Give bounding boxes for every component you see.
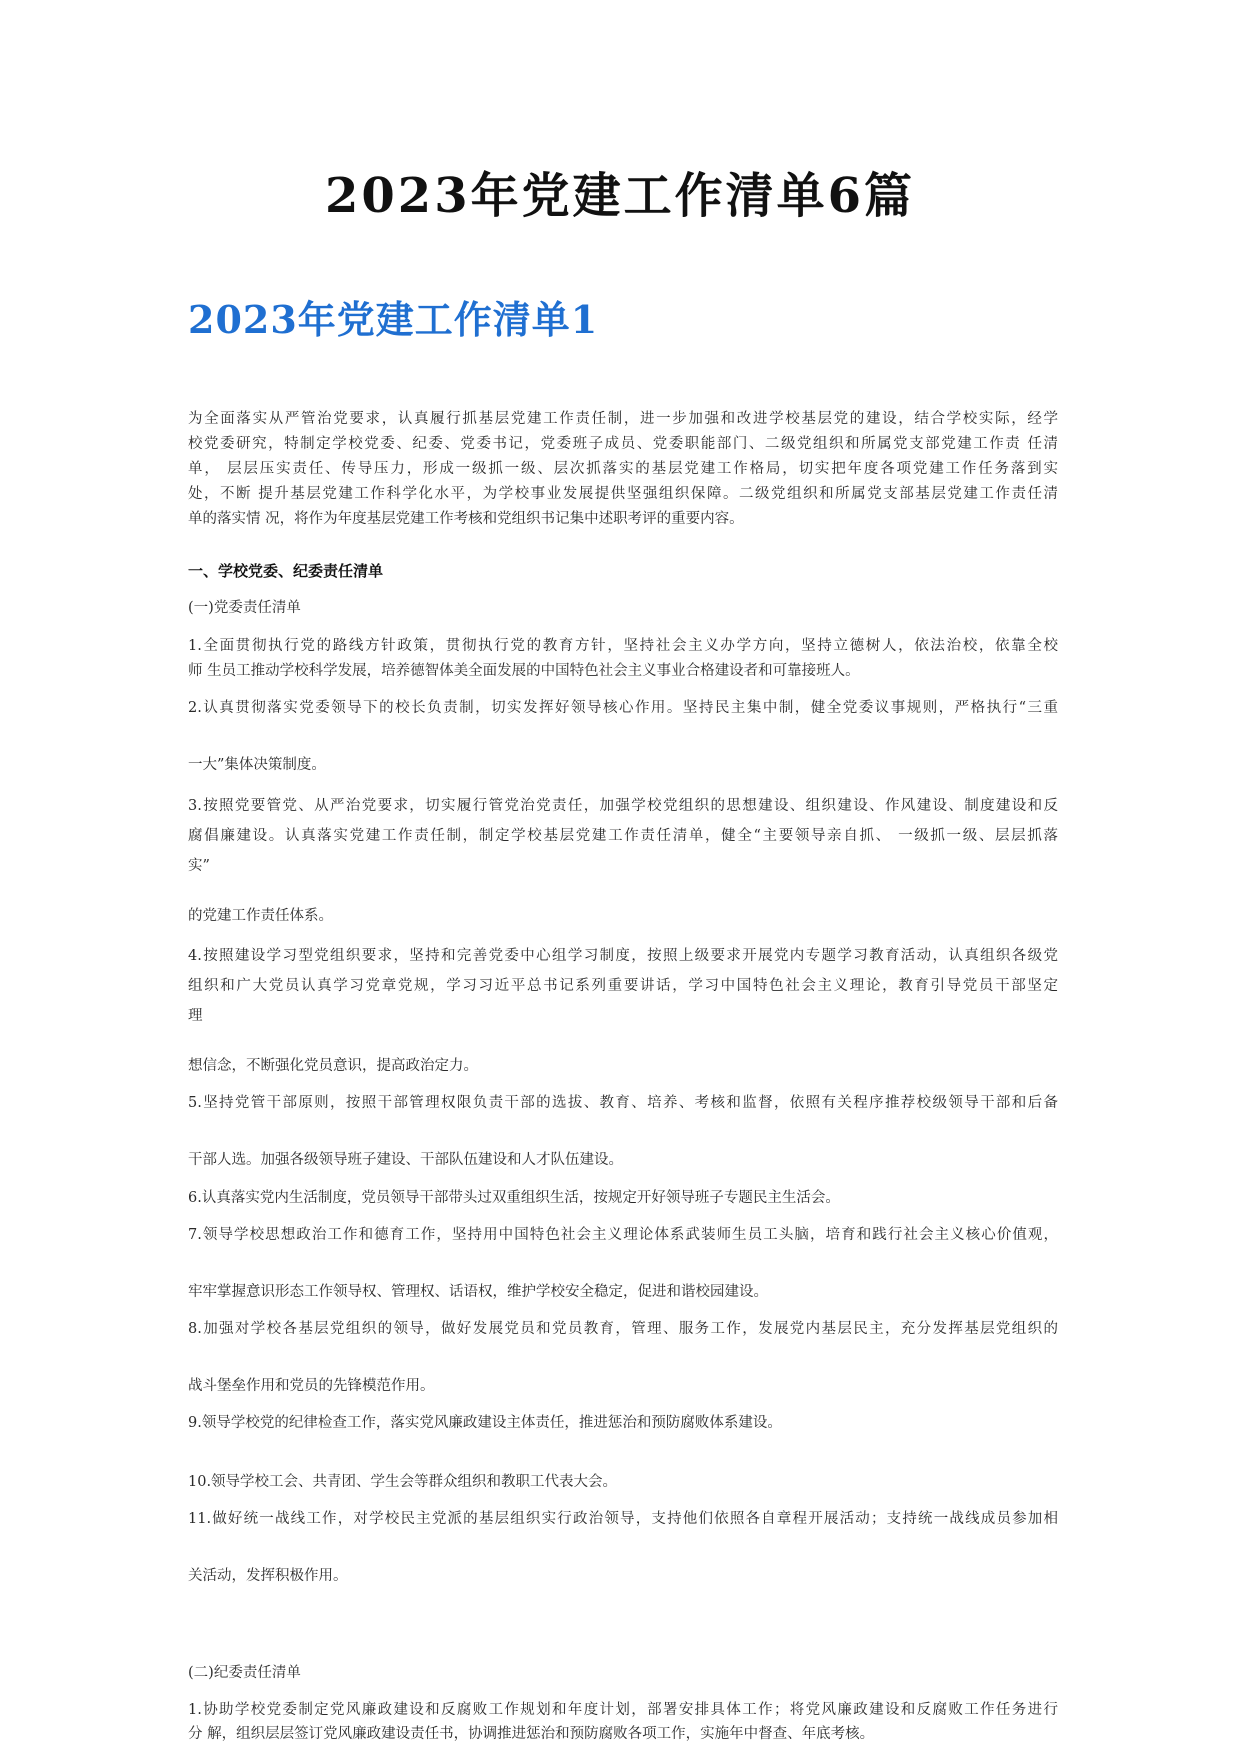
paragraph-line: 单， 层层压实责任、传导压力，形成一级抓一级、层次抓落实的基层党建工作格局，切实把年度各项党建工作任务落到实: [188, 461, 1058, 477]
list-item-line: 想信念，不断强化党员意识，提高政治定力。: [188, 1058, 478, 1074]
list-item-line: 一大”集体决策制度。: [188, 757, 326, 773]
list-item-line: 理: [188, 1008, 203, 1024]
list-item-line: 关活动，发挥积极作用。: [188, 1568, 348, 1584]
list-item-line: 实”: [188, 858, 210, 874]
list-item-line: 分 解，组织层层签订党风廉政建设责任书，协调推进惩治和预防腐败各项工作，实施年中督查、年底考核。: [188, 1726, 875, 1742]
list-item-line: 10.领导学校工会、共青团、学生会等群众组织和教职工代表大会。: [188, 1474, 618, 1490]
list-item-line: 腐倡廉建设。认真落实党建工作责任制，制定学校基层党建工作责任清单，健全“主要领导亲自抓、 一级抓一级、层层抓落: [188, 828, 1058, 844]
list-item-line: 3.按照党要管党、从严治党要求，切实履行管党治党责任，加强学校党组织的思想建设、组织建设、作风建设、制度建设和反: [188, 798, 1058, 814]
list-item-line: 7.领导学校思想政治工作和德育工作，坚持用中国特色社会主义理论体系武装师生员工头脑，培育和践行社会主义核心价值观，: [188, 1227, 1058, 1243]
subsection-heading: (一)党委责任清单: [188, 600, 301, 616]
section-title: 2023年党建工作清单1: [188, 297, 599, 342]
section-heading: 一、学校党委、纪委责任清单: [188, 562, 384, 580]
list-item-line: 牢牢掌握意识形态工作领导权、管理权、话语权，维护学校安全稳定，促进和谐校园建设。: [188, 1284, 768, 1300]
subsection-heading: (二)纪委责任清单: [188, 1665, 301, 1681]
list-item-line: 11.做好统一战线工作，对学校民主党派的基层组织实行政治领导，支持他们依照各自章程开展活动；支持统一战线成员参加相: [188, 1511, 1058, 1527]
paragraph-line: 处，不断 提升基层党建工作科学化水平，为学校事业发展提供坚强组织保障。二级党组织和所属党支部基层党建工作责任清: [188, 486, 1058, 502]
list-item-line: 1.全面贯彻执行党的路线方针政策，贯彻执行党的教育方针，坚持社会主义办学方向，坚持立德树人，依法治校，依靠全校: [188, 638, 1058, 654]
list-item-line: 2.认真贯彻落实党委领导下的校长负责制，切实发挥好领导核心作用。坚持民主集中制，健全党委议事规则，严格执行“三重: [188, 700, 1058, 716]
list-item-line: 战斗堡垒作用和党员的先锋模范作用。: [188, 1378, 435, 1394]
list-item-line: 6.认真落实党内生活制度，党员领导干部带头过双重组织生活，按规定开好领导班子专题民主生活会。: [188, 1190, 840, 1206]
list-item-line: 8.加强对学校各基层党组织的领导，做好发展党员和党员教育，管理、服务工作，发展党内基层民主，充分发挥基层党组织的: [188, 1321, 1058, 1337]
list-item-line: 1.协助学校党委制定党风廉政建设和反腐败工作规划和年度计划，部署安排具体工作；将党风廉政建设和反腐败工作任务进行: [188, 1702, 1058, 1718]
paragraph-line: 单的落实情 况，将作为年度基层党建工作考核和党组织书记集中述职考评的重要内容。: [188, 511, 744, 527]
paragraph-line: 校党委研究，特制定学校党委、纪委、党委书记，党委班子成员、党委职能部门、二级党组织和所属党支部党建工作责 任清: [188, 436, 1058, 452]
list-item-line: 干部人选。加强各级领导班子建设、干部队伍建设和人才队伍建设。: [188, 1152, 623, 1168]
list-item-line: 5.坚持党管干部原则，按照干部管理权限负责干部的选拔、教育、培养、考核和监督，依照有关程序推荐校级领导干部和后备: [188, 1095, 1058, 1111]
list-item-line: 师 生员工推动学校科学发展，培养德智体美全面发展的中国特色社会主义事业合格建设者和可靠接班人。: [188, 663, 860, 679]
list-item-line: 4.按照建设学习型党组织要求，坚持和完善党委中心组学习制度，按照上级要求开展党内专题学习教育活动，认真组织各级党: [188, 948, 1058, 964]
list-item-line: 组织和广大党员认真学习党章党规，学习习近平总书记系列重要讲话，学习中国特色社会主义理论，教育引导党员干部坚定: [188, 978, 1058, 994]
paragraph-line: 为全面落实从严管治党要求，认真履行抓基层党建工作责任制，进一步加强和改进学校基层党的建设，结合学校实际，经学: [188, 411, 1058, 427]
list-item-line: 9.领导学校党的纪律检查工作，落实党风廉政建设主体责任，推进惩治和预防腐败体系建设。: [188, 1415, 782, 1431]
document-title: 2023年党建工作清单6篇: [325, 168, 915, 224]
list-item-line: 的党建工作责任体系。: [188, 908, 333, 924]
